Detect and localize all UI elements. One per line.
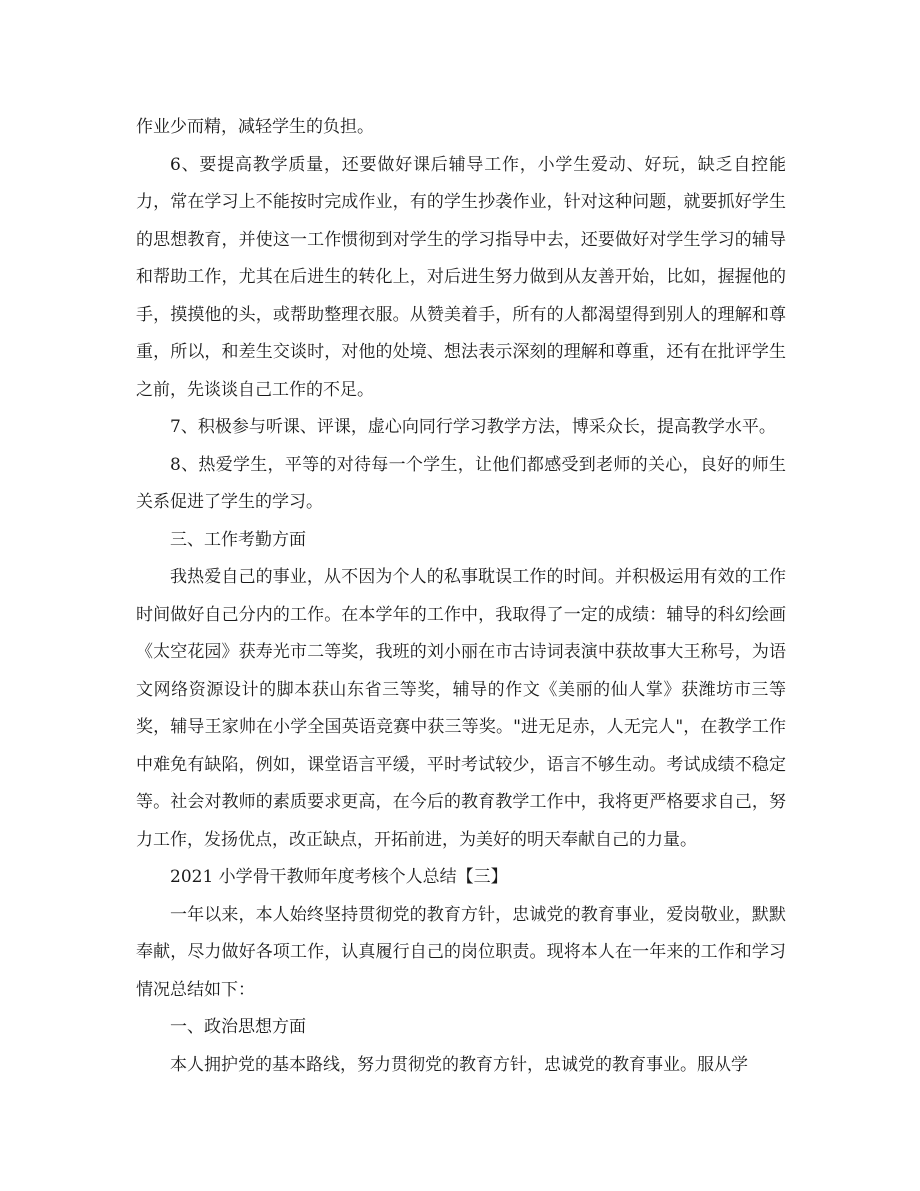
document-body [136, 109, 786, 1084]
paragraph-6: 我热爱自己的事业，从不因为个人的私事耽误工作的时间。并积极运用有效的工作时间做好自己分内的工作。在本学年的工作中，我取得了一定的成绩：辅导的科幻绘画《太空花园》获寿光市二等奖，我班的刘小丽在市古诗词表演中获故事大王称号，为语文网络资源设计的脚本获山东省三等奖，辅导的作文《美丽的仙人掌》获潍坊市三等奖，辅导王家帅在小学全国英语竞赛中获三等奖。"进无足赤，人无完人"，在教学工作中难免有缺陷，例如，课堂语言平缓，平时考试较少，语言不够生动。考试成绩不稳定等。社会对教师的素质要求更高，在今后的教育教学工作中，我将更严格要求自己，努力工作，发扬优点，改正缺点，开拓前进，为美好的明天奉献自己的力量。 [136, 567, 786, 850]
paragraph-4: 8、热爱学生，平等的对待每一个学生，让他们都感受到老师的关心，良好的师生关系促进了学生的学习。 [136, 454, 786, 512]
paragraph-3: 7、积极参与听课、评课，虚心向同行学习教学方法，博采众长，提高教学水平。 [170, 417, 776, 437]
paragraph-2: 6、要提高教学质量，还要做好课后辅导工作，小学生爱动、好玩，缺乏自控能力，常在学习上不能按时完成作业，有的学生抄袭作业，针对这种问题，就要抓好学生的思想教育，并使这一工作惯彻到对学生的学习指导中去，还要做好对学生学习的辅导和帮助工作，尤其在后进生的转化上，对后进生努力做到从友善开始，比如，握握他的手，摸摸他的头，或帮助整理衣服。从赞美着手，所有的人都渴望得到别人的理解和尊重，所以，和差生交谈时，对他的处境、想法表示深刻的理解和尊重，还有在批评学生之前，先谈谈自己工作的不足。 [136, 154, 786, 400]
paragraph-10: 本人拥护党的基本路线，努力贯彻党的教育方针，忠诚党的教育事业。服从学 [170, 1054, 748, 1075]
paragraph-8: 一年以来，本人始终坚持贯彻党的教育方针，忠诚党的教育事业，爱岗敬业，默默奉献，尽力做好各项工作，认真履行自己的岗位职责。现将本人在一年来的工作和学习情况总结如下： [136, 904, 786, 1000]
paragraph-1: 作业少而精，减轻学生的负担。 [136, 117, 374, 137]
section-heading-attendance: 三、工作考勤方面 [170, 529, 306, 550]
section-heading-political: 一、政治思想方面 [170, 1017, 306, 1037]
document-title-part-three: 2021 小学骨干教师年度考核个人总结【三】 [170, 867, 508, 887]
